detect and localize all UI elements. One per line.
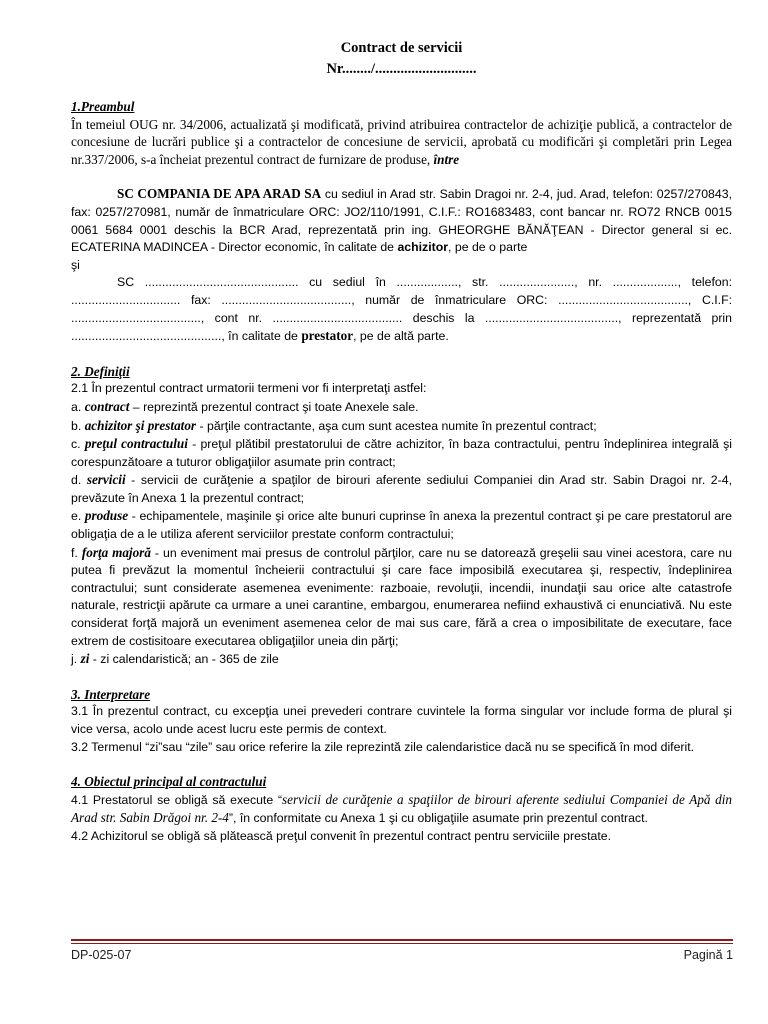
definition-item: j. zi - zi calendaristică; an - 365 de zile	[71, 651, 279, 667]
contract-number: Nr......../............................	[326, 61, 477, 77]
interpretation-p1: 3.1 În prezentul contract, cu excepţia unei prevederi contrare cuvintele la forma singular vor include forma de plural şi vice versa, acolo unde acest lucru este permis de context.	[71, 704, 732, 736]
footer-rule-thin	[71, 943, 733, 944]
interpretation-p2: 3.2 Termenul “zi”sau “zile” sau orice referire la zile reprezintă zile calendaristice dacă nu se specifică în mod diferit.	[71, 739, 695, 754]
document-title: Contract de servicii	[340, 40, 463, 56]
document-code: DP-025-07	[71, 948, 132, 962]
footer-rule	[71, 939, 733, 941]
party1-paragraph: SC COMPANIA DE APA ARAD SA cu sediul in Arad str. Sabin Dragoi nr. 2-4, jud. Arad, telefon: 0257/270843, fax: 0257/270981, număr de înmatriculare ORC: JO2/110/1991, C.I.F.: RO1683483, cont bancar nr. RO72 RNCB 0015 0061 5684 0001 deschis la BCR Arad, reprezentată prin ing. GHEORGHE BĂNĂŢEAN - Director general si ec. ECATERINA MADINCEA - Director economic, în calitate de achizitor, pe de o parte	[71, 186, 732, 255]
section-preamble	[71, 98, 732, 346]
and-text: şi	[71, 257, 80, 272]
definition-item: f. forţa majoră - un eveniment mai presus de controlul părţilor, care nu se datorează greşelii sau vinei acestora, care nu putea fi prevăzut la momentul încheierii contractului şi care face imposibilă executarea şi, respectiv, îndeplinirea contractului; sunt considerate asemenea evenimente: razboaie, revoluţii, incendii, inundaţii sau orice alte catastrofe naturale, restricţii apărute ca urmare a unei carantine, embargou, enumerarea nefiind exhaustivă ci enunciativă. Nu este considerat forţă majoră un eveniment asemenea celor de mai sus care, fără a crea o imposibilitate de executare, face extrem de costisitoare executarea obligaţiilor uneia din părţi;	[71, 544, 733, 648]
section-heading: 3. Interpretare	[71, 686, 151, 702]
definition-item: c. preţul contractului - preţul plătibil prestatorului de către achizitor, în baza contractului, pentru îndeplinirea integrală şi corespunzătoare a tuturor obligaţiilor asumate prin contract;	[71, 436, 732, 469]
document-body	[71, 38, 732, 846]
section-heading: 4. Obiectul principal al contractului	[71, 774, 267, 790]
section-interpretation	[71, 686, 732, 756]
definition-item: e. produse - echipamentele, maşinile şi orice alte bunuri cuprinse în anexa la prezentul contract şi pe care prestatorul are obligaţia de a le utiliza aferent serviciilor prestate conform contractului;	[71, 508, 732, 542]
object-p2: 4.2 Achizitorul se obligă să plătească preţul convenit în prezentul contract pentru serviciile prestate.	[71, 828, 611, 843]
section-heading: 2. Definiţii	[71, 363, 130, 379]
section-definitions	[71, 363, 732, 669]
definition-item: b. achizitor şi prestator - părţile contractante, aşa cum sunt acestea numite în prezentul contract;	[71, 417, 597, 433]
section-object	[71, 773, 732, 845]
party2-paragraph: SC ............................................. cu sediul în .................., str. ......................, nr. ..................., telefon: ................................ fax: ......................................, număr de înmatriculare ORC: ......................................, C.I.F: ......................................, cont nr. ...................................... deschis la ......................................., reprezentată prin ............................................, în calitate de prestator, pe de altă parte.	[71, 275, 732, 344]
page-footer	[71, 948, 733, 962]
preamble-text: În temeiul OUG nr. 34/2006, actualizată şi modificată, privind atribuirea contractelor de achiziţie publică, a contractelor de concesiune de lucrări publice şi a contractelor de concesiune de servicii, aprobată cu modificări şi completări prin Legea nr.337/2006, s-a încheiat prezentul contract de furnizare de produse, între	[71, 116, 732, 167]
section-heading: 1.Preambul	[71, 99, 135, 114]
definitions-list	[71, 398, 732, 669]
definition-item: d. servicii - servicii de curăţenie a spaţilor de birouri aferente sediului Companiei din Arad str. Sabin Dragoi nr. 2-4, prevăzute în Anexa 1 la prezentul contract;	[71, 472, 732, 505]
page-number: Pagină 1	[683, 948, 733, 962]
definition-item: a. contract – reprezintă prezentul contract şi toate Anexele sale.	[71, 398, 419, 414]
definitions-intro: 2.1 În prezentul contract urmatorii termeni vor fi interpretaţi astfel:	[71, 381, 427, 396]
object-p1: 4.1 Prestatorul se obligă să execute “servicii de curăţenie a spaţiilor de birouri aferente sediului Companiei de Apă din Arad str. Sabin Drăgoi nr. 2-4”, în conformitate cu Anexa 1 şi cu obligaţiile asumate prin prezentul contract.	[71, 791, 733, 826]
